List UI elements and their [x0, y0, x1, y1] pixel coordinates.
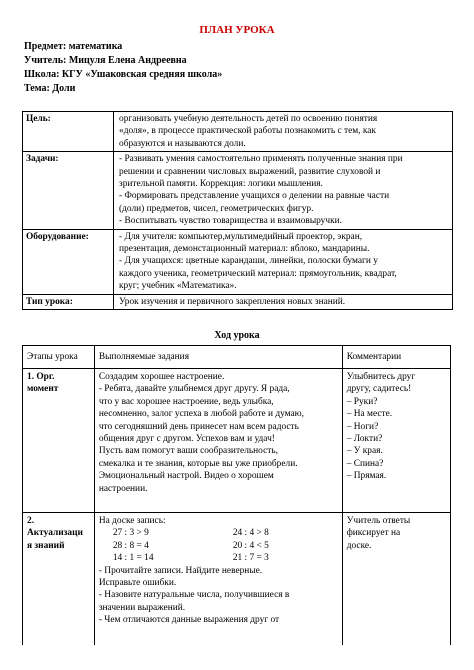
comment-line: другу, садитесь!: [346, 384, 412, 395]
task-line: Эмоциональный настрой. Видео о хорошем: [98, 471, 274, 482]
equipment-label: Оборудование:: [23, 229, 114, 294]
task-line: несомненно, залог успеха в любой работе и думаю,: [98, 409, 305, 420]
task-line: общения друг с другом. Успехов вам и удач!: [98, 434, 275, 445]
comment-line: фиксирует на: [346, 528, 401, 539]
equipment-line: - Для учителя: компьютер,мультимедийный проектор, экран,: [119, 231, 363, 242]
meta-subject: Предмет: математика: [24, 41, 123, 52]
header-tasks: Выполняемые задания: [94, 346, 342, 369]
stage-line: момент: [27, 384, 59, 395]
tasks-value: [114, 152, 453, 229]
equipment-line: круг; учебник «Математика».: [119, 281, 237, 292]
tasks-line: решении и сравнении числовых выражений, развитие слуховой и: [119, 166, 381, 177]
tasks-row: [23, 152, 453, 229]
stage-line: 1. Орг.: [27, 372, 55, 382]
comment-line: – Ноги?: [346, 421, 379, 432]
task-line: - Прочитайте записи. Найдите неверные.: [98, 565, 263, 576]
task-line: Исправьте ошибки.: [98, 578, 177, 589]
lesson-info-table: [22, 111, 453, 310]
lesson-type-row: [23, 294, 453, 309]
lesson-type-value: Урок изучения и первичного закрепления новых знаний.: [114, 294, 453, 309]
equation: 28 : 8 = 4: [112, 540, 149, 551]
stage-cell: [23, 369, 95, 513]
task-line: Пусть вам помогут ваши сообразительность,: [98, 446, 278, 457]
equation: 20 : 4 < 5: [232, 540, 269, 551]
task-cell: [94, 369, 342, 513]
comment-line: доске.: [346, 540, 372, 551]
lesson-type-label: Тип урока:: [23, 294, 114, 309]
task-line: настроении.: [98, 483, 148, 494]
comment-line: Учитель ответы: [346, 516, 411, 526]
flow-header-row: [23, 346, 451, 369]
task-line: значении выражений.: [98, 602, 186, 613]
comment-line: – Прямая.: [346, 471, 387, 482]
goal-label: Цель:: [23, 112, 114, 152]
section-title: Ход урока: [214, 330, 260, 341]
tasks-line: зрительной памяти. Коррекция: логики мышления.: [119, 179, 323, 190]
equation: 24 : 4 > 8: [232, 528, 269, 539]
meta-topic: Тема: Доли: [24, 83, 76, 94]
task-line: Создадим хорошее настроение.: [98, 372, 225, 382]
tasks-label: Задачи:: [23, 152, 114, 229]
comment-line: – Руки?: [346, 396, 378, 407]
header-stage: Этапы урока: [23, 346, 95, 369]
task-cell: [94, 513, 342, 646]
meta-school: Школа: КГУ «Ушаковская средняя школа»: [24, 69, 223, 80]
comment-line: – Локти?: [346, 434, 383, 445]
tasks-line: - Развивать умения самостоятельно применять полученные знания при: [119, 154, 403, 165]
meta-teacher: Учитель: Мицуля Елена Андреевна: [24, 55, 187, 66]
stage-line: 2.: [27, 516, 35, 526]
tasks-line: - Воспитывать чувство товарищества и взаимовыручки.: [119, 216, 342, 227]
task-line: - Чем отличаются данные выражения друг от: [98, 615, 280, 626]
header-comments: Комментарии: [342, 346, 450, 369]
comment-line: – Спина?: [346, 458, 384, 469]
task-line: что сегодняшний день принесет нам всем радость: [98, 421, 299, 432]
tasks-line: (доли) предметов, чисел, геометрических фигур.: [119, 203, 314, 214]
lesson-meta: [24, 40, 222, 96]
task-line: - Назовите натуральные числа, получившиеся в: [98, 590, 290, 601]
goal-line: образуются и называются доли.: [119, 138, 246, 149]
comment-line: – На месте.: [346, 409, 393, 420]
equipment-value: [114, 229, 453, 294]
task-line: что у вас хорошее настроение, ведь улыбка,: [98, 396, 274, 407]
equation: 27 : 3 > 9: [112, 528, 149, 539]
goal-row: [23, 112, 453, 152]
task-line: - Ребята, давайте улыбнемся друг другу. Я рада,: [98, 384, 290, 395]
equipment-line: презентация, демонстационный материал: яблоко, мандарины.: [119, 244, 370, 255]
equation: 21 : 7 = 3: [232, 553, 269, 564]
comment-line: – У края.: [346, 446, 383, 457]
tasks-line: - Формировать представление учащихся о делении на равные части: [119, 191, 390, 202]
flow-row-knowledge-update: [23, 513, 451, 646]
task-intro: На доске запись:: [98, 516, 166, 526]
stage-cell: [23, 513, 95, 646]
goal-value: [114, 112, 453, 152]
goal-line: организовать учебную деятельность детей по освоению понятия: [119, 114, 378, 124]
equipment-line: - Для учащихся: цветные карандаши, линейки, полоски бумаги у: [119, 256, 378, 267]
stage-line: я знаний: [27, 540, 65, 551]
equation: 14 : 1 = 14: [112, 553, 154, 564]
task-line: смекалка и те знания, которые вы уже приобрели.: [98, 458, 298, 469]
equipment-row: [23, 229, 453, 294]
comment-cell: [342, 369, 450, 513]
equations-grid: [99, 527, 338, 564]
lesson-flow-table: [22, 345, 451, 645]
goal-line: «доля», в процессе практической работы познакомить с тем, как: [119, 126, 376, 137]
comment-line: Улыбнитесь друг: [346, 372, 416, 382]
document-title: ПЛАН УРОКА: [199, 24, 275, 36]
flow-row-org-moment: [23, 369, 451, 513]
equipment-line: каждого ученика, геометрический материал: прямоугольник, квадрат,: [119, 268, 397, 279]
stage-line: Актуализаци: [27, 528, 83, 539]
comment-cell: [342, 513, 450, 646]
